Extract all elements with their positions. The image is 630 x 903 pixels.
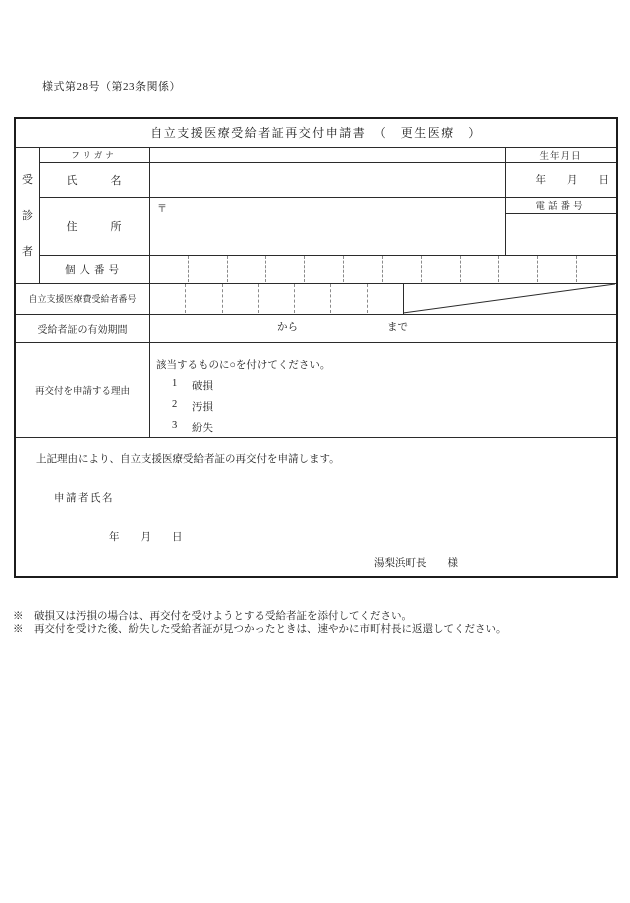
footnotes	[13, 610, 507, 636]
birthdate-label: 生年月日	[539, 151, 582, 162]
reason-option[interactable]	[172, 378, 330, 393]
furigana-input[interactable]	[149, 147, 505, 162]
furigana-label: フリガナ	[71, 149, 117, 160]
validity-period-input[interactable]	[149, 314, 616, 342]
reason-option-number: 1	[172, 378, 178, 389]
digit-cell[interactable]	[537, 256, 576, 282]
footnote-line: ※ 再交付を受けた後、紛失した受給者証が見つかったときは、速やかに市町村長に返還してください。	[13, 624, 507, 635]
digit-cell[interactable]	[222, 284, 258, 313]
reason-option-text: 汚損	[192, 402, 213, 413]
reason-option-text: 紛失	[192, 423, 213, 434]
form-title: 自立支援医療受給者証再交付申請書 （ 更生医療 ）	[150, 126, 482, 140]
postal-mark: 〒	[157, 204, 167, 215]
application-date-label: 年 月 日	[109, 532, 183, 543]
reissue-reason-content	[156, 357, 330, 435]
footnote-line: ※ 破損又は汚損の場合は、再交付を受けようとする受給者証を添付してください。	[13, 611, 412, 622]
reason-option-number: 3	[172, 420, 178, 431]
birthdate-input[interactable]: 年 月 日	[535, 175, 609, 186]
recipient-number-label: 自立支援医療費受給者番号	[28, 294, 137, 304]
digit-cell[interactable]	[367, 284, 403, 313]
patient-section-label-char: 診	[22, 210, 33, 222]
divider	[16, 437, 616, 438]
digit-cell[interactable]	[258, 284, 294, 313]
addressee-line: 湯梨浜町長 様	[374, 558, 458, 569]
recipient-number-digit-boxes	[150, 284, 403, 313]
declaration-text: 上記理由により、自立支援医療受給者証の再交付を申請します。	[36, 454, 340, 465]
patient-section-label-char: 者	[22, 246, 33, 258]
phone-label: 電話番号	[535, 202, 586, 212]
application-form-table	[14, 117, 618, 578]
patient-section-label-char: 受	[22, 174, 33, 186]
reissue-reason-label: 再交付を申請する理由	[34, 386, 130, 397]
name-input[interactable]	[149, 162, 505, 197]
validity-from-label: から	[277, 322, 298, 333]
digit-cell[interactable]	[150, 256, 188, 282]
digit-cell[interactable]	[421, 256, 460, 282]
digit-cell[interactable]	[294, 284, 330, 313]
digit-cell[interactable]	[150, 284, 185, 313]
reason-option[interactable]	[172, 420, 330, 435]
digit-cell[interactable]	[188, 256, 227, 282]
validity-to-label: まで	[387, 322, 408, 333]
diagonal-strike-line	[403, 284, 615, 313]
digit-cell[interactable]	[460, 256, 499, 282]
digit-cell[interactable]	[304, 256, 343, 282]
reason-instruction: 該当するものに○を付けてください。	[156, 360, 331, 371]
phone-input[interactable]	[505, 213, 616, 255]
digit-cell[interactable]	[227, 256, 266, 282]
personal-number-label: 個人番号	[65, 264, 123, 276]
digit-cell[interactable]	[265, 256, 304, 282]
address-label: 住 所	[66, 221, 122, 233]
reason-option-number: 2	[172, 399, 178, 410]
applicant-name-label: 申請者氏名	[54, 493, 114, 504]
name-label: 氏 名	[66, 174, 122, 187]
form-code: 様式第28号（第23条関係）	[42, 81, 181, 93]
reason-options	[156, 378, 330, 435]
digit-cell[interactable]	[382, 256, 421, 282]
personal-number-digit-boxes	[150, 256, 615, 282]
digit-cell[interactable]	[185, 284, 221, 313]
digit-cell[interactable]	[498, 256, 537, 282]
validity-period-label: 受給者証の有効期間	[37, 324, 128, 336]
reason-option[interactable]	[172, 399, 330, 414]
reason-option-text: 破損	[192, 381, 213, 392]
digit-cell[interactable]	[330, 284, 366, 313]
address-input[interactable]	[166, 197, 505, 255]
patient-section-label	[16, 147, 39, 283]
digit-cell[interactable]	[343, 256, 382, 282]
digit-cell[interactable]	[576, 256, 615, 282]
struck-through-cell	[403, 283, 615, 314]
